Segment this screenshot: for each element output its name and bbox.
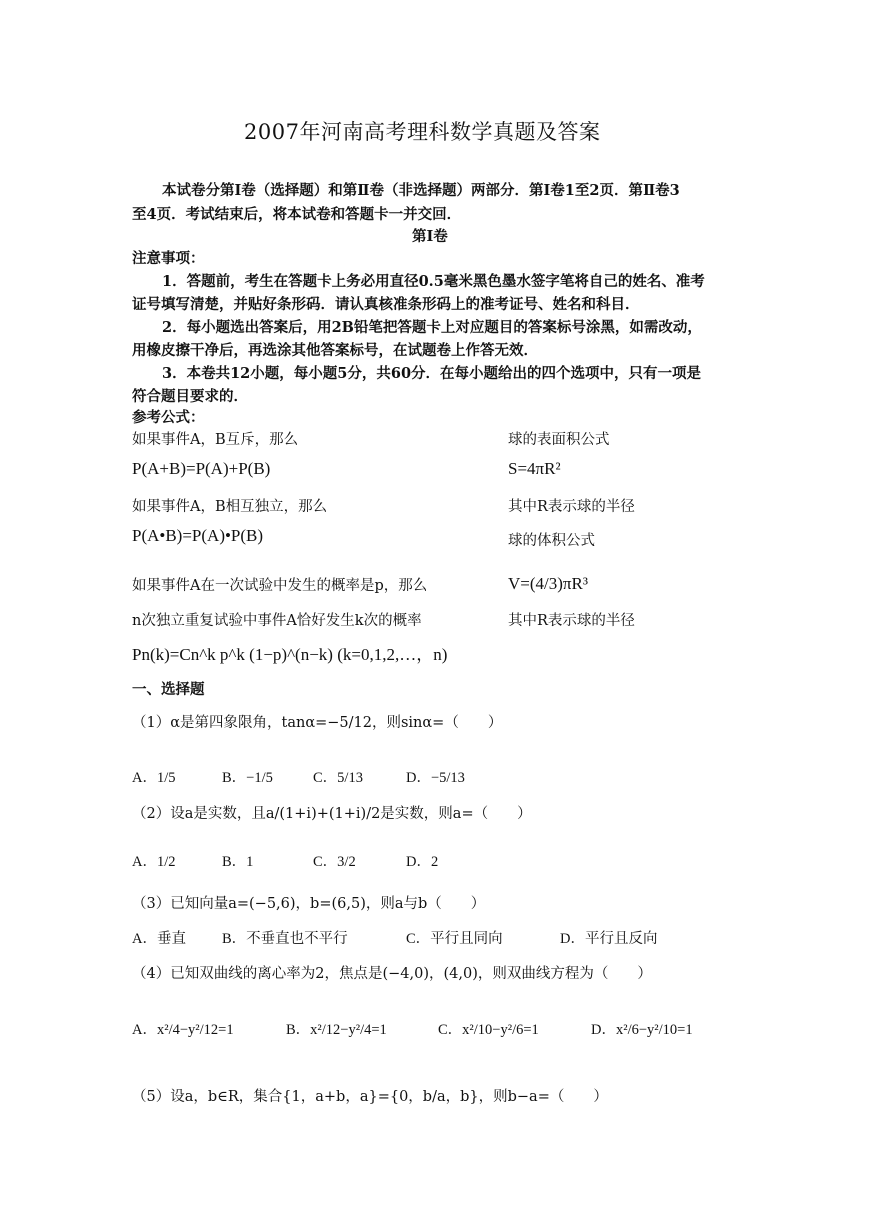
- question-2-option-c: C．3/2: [313, 854, 356, 870]
- question-1-option-d: D．−5/13: [406, 770, 465, 786]
- formula-left-5: 如果事件A在一次试验中发生的概率是p，那么: [132, 578, 428, 594]
- formula-left-7: Pn(k)=Cn^k p^k (1−p)^(n−k) (k=0,1,2,…，n): [132, 645, 448, 664]
- formula-right-5: V=(4/3)πR³: [508, 574, 588, 593]
- question-1-option-a: A．1/5: [132, 770, 176, 786]
- formula-left-3: 如果事件A，B相互独立，那么: [132, 499, 328, 515]
- formula-left-1: 如果事件A，B互斥，那么: [132, 432, 299, 448]
- question-2-option-a: A．1/2: [132, 854, 176, 870]
- part-one-heading: 第Ⅰ卷: [412, 228, 448, 245]
- formula-right-4: 球的体积公式: [508, 533, 595, 549]
- page-title: 2007年河南高考理科数学真题及答案: [244, 120, 601, 144]
- formulas-heading: 参考公式：: [132, 409, 205, 426]
- question-4-option-d: D．x²/6−y²/10=1: [591, 1022, 693, 1038]
- question-4-option-a: A．x²/4−y²/12=1: [132, 1022, 234, 1038]
- question-1-stem: （1）α是第四象限角，tanα=−5/12，则sinα=（ ）: [132, 715, 503, 731]
- intro-line-2: 至4页．考试结束后，将本试卷和答题卡一并交回．: [132, 206, 462, 223]
- question-4-option-b: B．x²/12−y²/4=1: [286, 1022, 387, 1038]
- question-2-stem: （2）设a是实数，且a/(1+i)+(1+i)/2是实数，则a=（ ）: [132, 806, 532, 822]
- question-3-option-c: C．平行且同向: [406, 931, 503, 947]
- question-4-stem: （4）已知双曲线的离心率为2，焦点是(−4,0)，(4,0)，则双曲线方程为（ ）: [132, 966, 652, 982]
- formula-right-3: 其中R表示球的半径: [508, 499, 635, 515]
- question-5-stem: （5）设a，b∈R，集合{1，a+b，a}={0，b/a，b}，则b−a=（ ）: [132, 1089, 608, 1105]
- question-3-option-a: A．垂直: [132, 931, 186, 947]
- note-3a: 3．本卷共12小题，每小题5分，共60分．在每小题给出的四个选项中，只有一项是: [162, 365, 702, 382]
- note-2b: 用橡皮擦干净后，再选涂其他答案标号，在试题卷上作答无效．: [132, 342, 538, 359]
- formula-left-6: n次独立重复试验中事件A恰好发生k次的概率: [132, 613, 422, 629]
- notes-heading: 注意事项：: [132, 250, 205, 267]
- formula-right-1: 球的表面积公式: [508, 432, 610, 448]
- question-1-option-c: C．5/13: [313, 770, 363, 786]
- note-2a: 2．每小题选出答案后，用2B铅笔把答题卡上对应题目的答案标号涂黑，如需改动，: [162, 319, 702, 336]
- note-1b: 证号填写清楚，并贴好条形码．请认真核准条形码上的准考证号、姓名和科目．: [132, 296, 640, 313]
- question-4-option-c: C．x²/10−y²/6=1: [438, 1022, 539, 1038]
- note-1a: 1．答题前，考生在答题卡上务必用直径0.5毫米黑色墨水签字笔将自己的姓名、准考: [162, 273, 705, 290]
- formula-left-2: P(A+B)=P(A)+P(B): [132, 459, 271, 478]
- question-1-option-b: B．−1/5: [222, 770, 273, 786]
- question-2-option-b: B．1: [222, 854, 254, 870]
- note-3b: 符合题目要求的．: [132, 388, 248, 405]
- formula-left-4: P(A•B)=P(A)•P(B): [132, 526, 264, 545]
- intro-line-1: 本试卷分第Ⅰ卷（选择题）和第Ⅱ卷（非选择题）两部分．第Ⅰ卷1至2页．第Ⅱ卷3: [162, 182, 680, 199]
- question-2-option-d: D．2: [406, 854, 439, 870]
- question-3-option-b: B．不垂直也不平行: [222, 931, 348, 947]
- formula-right-6: 其中R表示球的半径: [508, 613, 635, 629]
- formula-right-2: S=4πR²: [508, 459, 561, 478]
- question-3-stem: （3）已知向量a=(−5,6)，b=(6,5)，则a与b（ ）: [132, 896, 486, 912]
- section-choice-heading: 一、选择题: [132, 681, 205, 698]
- question-3-option-d: D．平行且反向: [560, 931, 658, 947]
